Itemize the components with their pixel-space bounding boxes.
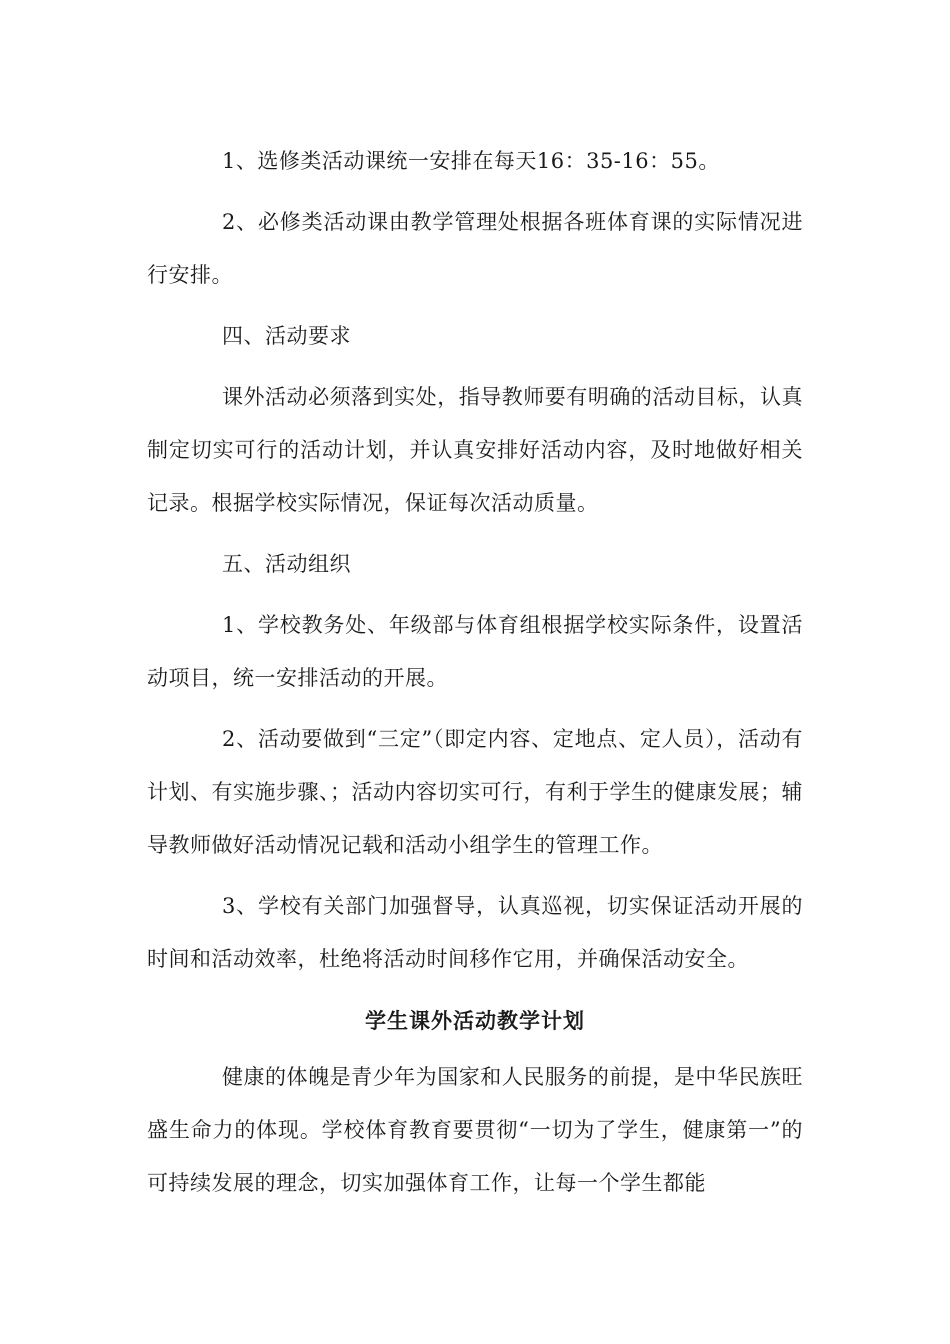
paragraph-organization-2: 2、活动要做到“三定”（即定内容、定地点、定人员），活动有计划、有实施步骤、；活动内容切实可行，有利于学生的健康发展；辅导教师做好活动情况记载和活动小组学生的管理工作。 (147, 727, 803, 857)
section-heading-requirements: 四、活动要求 (222, 324, 351, 348)
paragraph-intro: 健康的体魄是青少年为国家和人民服务的前提，是中华民族旺盛生命力的体现。学校体育教育要贯彻“一切为了学生，健康第一”的可持续发展的理念，切实加强体育工作，让每一个学生都能 (147, 1065, 803, 1195)
paragraph-schedule-required: 2、必修类活动课由教学管理处根据各班体育课的实际情况进行安排。 (147, 210, 803, 287)
paragraph-requirements: 课外活动必须落到实处，指导教师要有明确的活动目标，认真制定切实可行的活动计划，并认真安排好活动内容，及时地做好相关记录。根据学校实际情况，保证每次活动质量。 (147, 385, 803, 515)
paragraph-schedule-elective: 1、选修类活动课统一安排在每天16：35-16：55。 (222, 149, 720, 173)
document-title: 学生课外活动教学计划 (365, 1008, 585, 1033)
document-body (147, 135, 803, 1218)
section-heading-organization: 五、活动组织 (222, 552, 351, 576)
paragraph-organization-1: 1、学校教务处、年级部与体育组根据学校实际条件，设置活动项目，统一安排活动的开展。 (147, 613, 803, 690)
paragraph-organization-3: 3、学校有关部门加强督导，认真巡视，切实保证活动开展的时间和活动效率，杜绝将活动时间移作它用，并确保活动安全。 (147, 894, 803, 971)
